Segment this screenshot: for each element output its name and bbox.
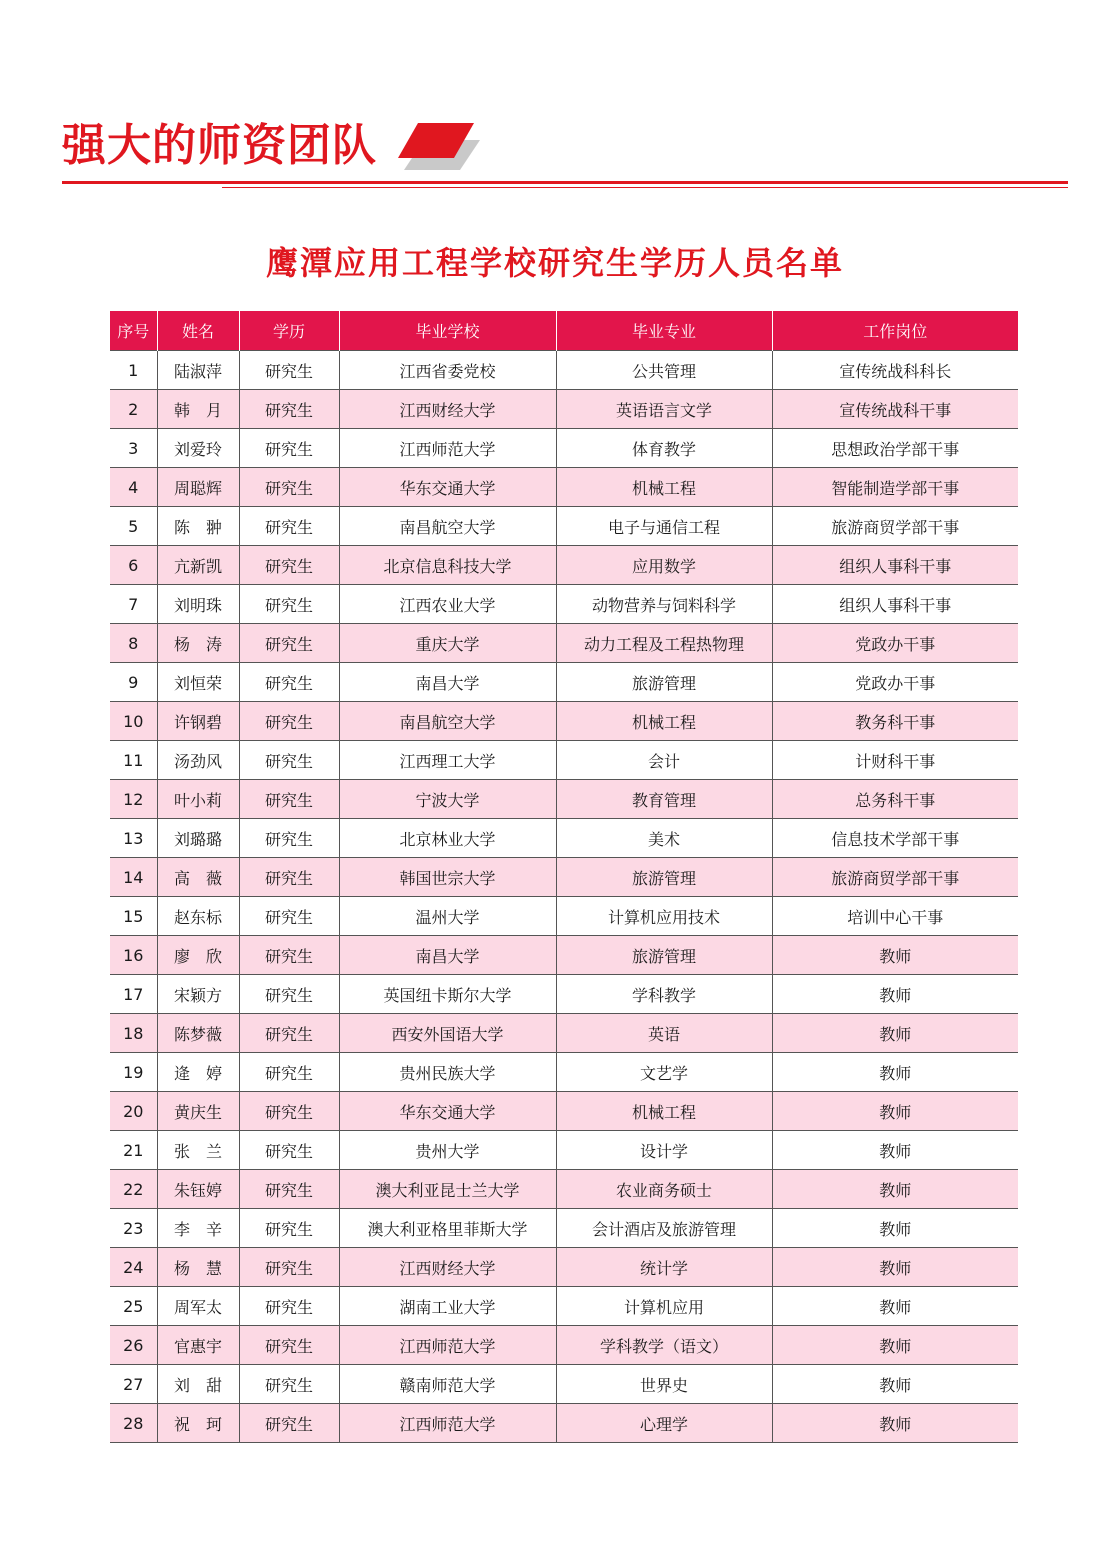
cell-name: 许钢碧 (157, 702, 239, 741)
cell-index: 12 (110, 780, 157, 819)
cell-name: 亢新凯 (157, 546, 239, 585)
cell-degree: 研究生 (239, 1248, 339, 1287)
cell-school: 南昌大学 (339, 663, 556, 702)
cell-position: 信息技术学部干事 (772, 819, 1018, 858)
cell-position: 教务科干事 (772, 702, 1018, 741)
cell-position: 教师 (772, 1326, 1018, 1365)
cell-index: 10 (110, 702, 157, 741)
table-row (110, 1170, 1018, 1209)
cell-position: 教师 (772, 1053, 1018, 1092)
table-row (110, 468, 1018, 507)
cell-index: 5 (110, 507, 157, 546)
cell-degree: 研究生 (239, 1326, 339, 1365)
cell-index: 14 (110, 858, 157, 897)
cell-major: 世界史 (556, 1365, 772, 1404)
table-row (110, 702, 1018, 741)
cell-name: 汤劲风 (157, 741, 239, 780)
cell-degree: 研究生 (239, 1287, 339, 1326)
cell-name: 官惠宇 (157, 1326, 239, 1365)
cell-major: 设计学 (556, 1131, 772, 1170)
cell-name: 祝 珂 (157, 1404, 239, 1443)
cell-major: 旅游管理 (556, 858, 772, 897)
cell-school: 澳大利亚格里菲斯大学 (339, 1209, 556, 1248)
cell-degree: 研究生 (239, 429, 339, 468)
cell-name: 张 兰 (157, 1131, 239, 1170)
cell-school: 华东交通大学 (339, 1092, 556, 1131)
cell-position: 党政办干事 (772, 663, 1018, 702)
cell-position: 智能制造学部干事 (772, 468, 1018, 507)
cell-position: 教师 (772, 1404, 1018, 1443)
cell-position: 组织人事科干事 (772, 546, 1018, 585)
cell-degree: 研究生 (239, 1092, 339, 1131)
table-row (110, 1209, 1018, 1248)
cell-index: 11 (110, 741, 157, 780)
cell-position: 培训中心干事 (772, 897, 1018, 936)
cell-major: 电子与通信工程 (556, 507, 772, 546)
table-row (110, 1365, 1018, 1404)
table-row (110, 429, 1018, 468)
cell-name: 朱钰婷 (157, 1170, 239, 1209)
cell-degree: 研究生 (239, 1131, 339, 1170)
cell-major: 体育教学 (556, 429, 772, 468)
cell-school: 韩国世宗大学 (339, 858, 556, 897)
cell-major: 美术 (556, 819, 772, 858)
cell-name: 宋颖方 (157, 975, 239, 1014)
cell-position: 宣传统战科科长 (772, 351, 1018, 390)
cell-position: 总务科干事 (772, 780, 1018, 819)
cell-degree: 研究生 (239, 702, 339, 741)
cell-index: 2 (110, 390, 157, 429)
cell-index: 8 (110, 624, 157, 663)
table-row (110, 936, 1018, 975)
cell-position: 旅游商贸学部干事 (772, 858, 1018, 897)
cell-degree: 研究生 (239, 741, 339, 780)
cell-major: 应用数学 (556, 546, 772, 585)
table-row (110, 1092, 1018, 1131)
cell-school: 江西师范大学 (339, 429, 556, 468)
cell-name: 杨 涛 (157, 624, 239, 663)
cell-index: 4 (110, 468, 157, 507)
cell-name: 廖 欣 (157, 936, 239, 975)
cell-position: 教师 (772, 1092, 1018, 1131)
cell-school: 湖南工业大学 (339, 1287, 556, 1326)
cell-index: 13 (110, 819, 157, 858)
cell-degree: 研究生 (239, 546, 339, 585)
cell-index: 1 (110, 351, 157, 390)
cell-name: 陈 翀 (157, 507, 239, 546)
cell-index: 26 (110, 1326, 157, 1365)
cell-school: 江西省委党校 (339, 351, 556, 390)
cell-degree: 研究生 (239, 819, 339, 858)
table-row (110, 390, 1018, 429)
header-rule-thin (222, 187, 1068, 188)
cell-degree: 研究生 (239, 897, 339, 936)
cell-major: 学科教学 (556, 975, 772, 1014)
cell-degree: 研究生 (239, 1404, 339, 1443)
cell-index: 23 (110, 1209, 157, 1248)
table-row (110, 1131, 1018, 1170)
cell-degree: 研究生 (239, 936, 339, 975)
cell-major: 机械工程 (556, 1092, 772, 1131)
cell-name: 叶小莉 (157, 780, 239, 819)
cell-position: 党政办干事 (772, 624, 1018, 663)
column-header-degree: 学历 (239, 311, 339, 351)
cell-name: 陆淑萍 (157, 351, 239, 390)
table-row (110, 663, 1018, 702)
cell-major: 英语语言文学 (556, 390, 772, 429)
cell-position: 教师 (772, 1248, 1018, 1287)
cell-degree: 研究生 (239, 624, 339, 663)
cell-index: 28 (110, 1404, 157, 1443)
cell-index: 16 (110, 936, 157, 975)
cell-school: 江西财经大学 (339, 390, 556, 429)
column-header-index: 序号 (110, 311, 157, 351)
cell-degree: 研究生 (239, 1053, 339, 1092)
cell-name: 周聪辉 (157, 468, 239, 507)
cell-major: 心理学 (556, 1404, 772, 1443)
cell-school: 江西农业大学 (339, 585, 556, 624)
cell-index: 25 (110, 1287, 157, 1326)
cell-school: 英国纽卡斯尔大学 (339, 975, 556, 1014)
cell-position: 组织人事科干事 (772, 585, 1018, 624)
cell-school: 南昌航空大学 (339, 507, 556, 546)
cell-name: 陈梦薇 (157, 1014, 239, 1053)
table-row (110, 351, 1018, 390)
table-row (110, 624, 1018, 663)
cell-degree: 研究生 (239, 1365, 339, 1404)
cell-major: 计算机应用 (556, 1287, 772, 1326)
cell-degree: 研究生 (239, 975, 339, 1014)
table-row (110, 1248, 1018, 1287)
cell-degree: 研究生 (239, 858, 339, 897)
section-header-title: 强大的师资团队 (62, 120, 377, 171)
cell-position: 教师 (772, 1287, 1018, 1326)
cell-degree: 研究生 (239, 1170, 339, 1209)
cell-name: 黄庆生 (157, 1092, 239, 1131)
cell-school: 贵州民族大学 (339, 1053, 556, 1092)
cell-school: 赣南师范大学 (339, 1365, 556, 1404)
cell-index: 17 (110, 975, 157, 1014)
cell-index: 22 (110, 1170, 157, 1209)
table-row (110, 585, 1018, 624)
cell-major: 学科教学（语文） (556, 1326, 772, 1365)
parallelogram-decoration-icon (396, 120, 486, 172)
cell-index: 20 (110, 1092, 157, 1131)
table-row (110, 1326, 1018, 1365)
cell-school: 江西师范大学 (339, 1326, 556, 1365)
column-header-position: 工作岗位 (772, 311, 1018, 351)
cell-name: 李 辛 (157, 1209, 239, 1248)
cell-school: 江西师范大学 (339, 1404, 556, 1443)
cell-index: 7 (110, 585, 157, 624)
column-header-major: 毕业专业 (556, 311, 772, 351)
cell-major: 会计酒店及旅游管理 (556, 1209, 772, 1248)
cell-school: 重庆大学 (339, 624, 556, 663)
column-header-name: 姓名 (157, 311, 239, 351)
cell-degree: 研究生 (239, 507, 339, 546)
cell-position: 思想政治学部干事 (772, 429, 1018, 468)
cell-position: 计财科干事 (772, 741, 1018, 780)
cell-name: 刘璐璐 (157, 819, 239, 858)
cell-degree: 研究生 (239, 780, 339, 819)
cell-name: 高 薇 (157, 858, 239, 897)
cell-school: 贵州大学 (339, 1131, 556, 1170)
cell-school: 北京林业大学 (339, 819, 556, 858)
cell-major: 统计学 (556, 1248, 772, 1287)
table-row (110, 975, 1018, 1014)
cell-degree: 研究生 (239, 663, 339, 702)
cell-school: 华东交通大学 (339, 468, 556, 507)
cell-degree: 研究生 (239, 1014, 339, 1053)
cell-index: 19 (110, 1053, 157, 1092)
cell-major: 动物营养与饲料科学 (556, 585, 772, 624)
cell-major: 公共管理 (556, 351, 772, 390)
table-row (110, 507, 1018, 546)
cell-name: 刘恒荣 (157, 663, 239, 702)
cell-index: 9 (110, 663, 157, 702)
cell-name: 杨 慧 (157, 1248, 239, 1287)
cell-degree: 研究生 (239, 468, 339, 507)
cell-school: 南昌大学 (339, 936, 556, 975)
table-row (110, 897, 1018, 936)
cell-major: 机械工程 (556, 702, 772, 741)
cell-position: 教师 (772, 1014, 1018, 1053)
cell-school: 温州大学 (339, 897, 556, 936)
cell-name: 赵东标 (157, 897, 239, 936)
cell-major: 农业商务硕士 (556, 1170, 772, 1209)
cell-position: 教师 (772, 1209, 1018, 1248)
cell-school: 江西财经大学 (339, 1248, 556, 1287)
cell-position: 宣传统战科干事 (772, 390, 1018, 429)
table-row (110, 546, 1018, 585)
cell-position: 教师 (772, 936, 1018, 975)
cell-school: 江西理工大学 (339, 741, 556, 780)
cell-major: 英语 (556, 1014, 772, 1053)
cell-school: 宁波大学 (339, 780, 556, 819)
cell-school: 南昌航空大学 (339, 702, 556, 741)
table-row (110, 1053, 1018, 1092)
cell-major: 旅游管理 (556, 936, 772, 975)
cell-degree: 研究生 (239, 585, 339, 624)
cell-major: 计算机应用技术 (556, 897, 772, 936)
cell-index: 3 (110, 429, 157, 468)
table-row (110, 1287, 1018, 1326)
cell-major: 机械工程 (556, 468, 772, 507)
cell-school: 北京信息科技大学 (339, 546, 556, 585)
cell-name: 韩 月 (157, 390, 239, 429)
staff-roster-table (110, 311, 1018, 1443)
cell-position: 教师 (772, 1365, 1018, 1404)
cell-name: 刘爱玲 (157, 429, 239, 468)
table-header-row (110, 311, 1018, 351)
cell-index: 27 (110, 1365, 157, 1404)
table-row (110, 858, 1018, 897)
cell-major: 会计 (556, 741, 772, 780)
cell-position: 教师 (772, 975, 1018, 1014)
column-header-school: 毕业学校 (339, 311, 556, 351)
table-row (110, 1404, 1018, 1443)
cell-index: 24 (110, 1248, 157, 1287)
cell-index: 15 (110, 897, 157, 936)
table-row (110, 1014, 1018, 1053)
cell-position: 旅游商贸学部干事 (772, 507, 1018, 546)
cell-major: 教育管理 (556, 780, 772, 819)
cell-index: 6 (110, 546, 157, 585)
document-title: 鹰潭应用工程学校研究生学历人员名单 (265, 244, 844, 282)
cell-major: 文艺学 (556, 1053, 772, 1092)
table-row (110, 741, 1018, 780)
cell-name: 刘明珠 (157, 585, 239, 624)
cell-degree: 研究生 (239, 390, 339, 429)
cell-major: 旅游管理 (556, 663, 772, 702)
cell-position: 教师 (772, 1131, 1018, 1170)
table-row (110, 780, 1018, 819)
cell-degree: 研究生 (239, 351, 339, 390)
cell-position: 教师 (772, 1170, 1018, 1209)
cell-school: 西安外国语大学 (339, 1014, 556, 1053)
cell-name: 周军太 (157, 1287, 239, 1326)
cell-degree: 研究生 (239, 1209, 339, 1248)
cell-index: 18 (110, 1014, 157, 1053)
cell-major: 动力工程及工程热物理 (556, 624, 772, 663)
cell-name: 刘 甜 (157, 1365, 239, 1404)
cell-school: 澳大利亚昆士兰大学 (339, 1170, 556, 1209)
header-rule-thick (62, 181, 1068, 184)
cell-name: 逄 婷 (157, 1053, 239, 1092)
table-row (110, 819, 1018, 858)
cell-index: 21 (110, 1131, 157, 1170)
